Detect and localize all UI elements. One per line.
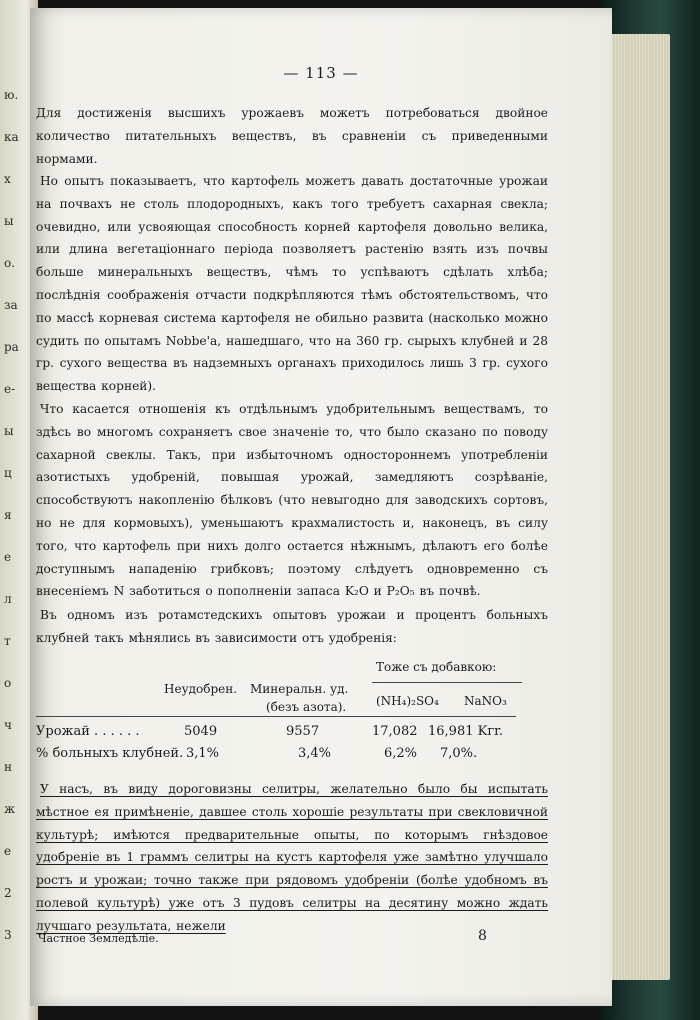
page-stack-edge <box>608 34 670 980</box>
left-margin-fragment: 2 <box>4 886 12 900</box>
left-margin-fragment: е- <box>4 382 16 396</box>
table-row-yield-label: Урожай . . . . . . <box>36 724 140 739</box>
book-page <box>30 8 612 1006</box>
left-margin-fragment: ч <box>4 718 12 732</box>
left-margin-fragment: я <box>4 508 12 522</box>
left-margin-fragment: ы <box>4 214 14 228</box>
table-col-mineral-note: (безъ азота). <box>266 700 347 714</box>
left-margin-fragment: ю. <box>4 88 19 102</box>
table-col-ammonium-sulfate: (NH₄)₂SO₄ <box>376 694 439 708</box>
left-margin-fragment: о <box>4 676 12 690</box>
table-cell: 3,1% <box>186 746 220 761</box>
left-margin-fragment: ц <box>4 466 12 480</box>
left-margin-fragment: ра <box>4 340 19 354</box>
left-margin-fragment: ы <box>4 424 14 438</box>
left-margin-fragment: 3 <box>4 928 12 942</box>
left-margin-fragment: е <box>4 550 12 564</box>
paragraph-final: У насъ, въ виду дороговизны селитры, желательно было бы испытать мѣстное ея примѣненіе, давшее столь хорошіе результаты при свекловичной культурѣ; имѣются предварительные опыты, по которымъ гнѣздовое удобреніе въ 1 граммъ селитры на кустъ картофеля уже замѣтно улучшало ростъ и урожаи; точно также при рядовомъ удобреніи (болѣе удобномъ въ полевой культурѣ) уже отъ 3 пудовъ селитры на десятину можно ждать лучшаго результата, нежели <box>36 782 548 933</box>
table-cell: 17,082 <box>372 724 418 739</box>
left-margin-fragment: х <box>4 172 11 186</box>
results-table <box>36 660 556 770</box>
page-number: — 113 — <box>283 64 359 82</box>
left-margin-fragment: ка <box>4 130 19 144</box>
footer-signature: 8 <box>478 928 487 944</box>
table-group-header: Тоже съ добавкою: <box>376 660 497 674</box>
left-margin-fragment: л <box>4 592 12 606</box>
left-margin-fragment: н <box>4 760 12 774</box>
table-cell: 6,2% <box>384 746 418 761</box>
table-col-unfertilized: Неудобрен. <box>164 682 238 696</box>
left-margin-fragment: за <box>4 298 18 312</box>
table-cell: 7,0%. <box>440 746 478 761</box>
left-margin-fragment: о. <box>4 256 16 270</box>
left-margin-fragment: е <box>4 844 12 858</box>
paragraph-1: Для достиженія высшихъ урожаевъ можетъ потребоваться двойное количество питательныхъ веществъ, въ сравненіи съ приведенными нормами. <box>36 106 548 166</box>
paragraph-3: Что касается отношенія къ отдѣльнымъ удобрительнымъ веществамъ, то здѣсь во многомъ сохраняетъ свое значеніе то, что было сказано по поводу сахарной свеклы. Такъ, при избыточномъ одностороннемъ употребленіи азотистыхъ удобреній, повышая урожай, замедляютъ созрѣваніе, способствуютъ накопленію бѣлковъ (что невыгодно для заводскихъ сортовъ, но не для кормовыхъ), уменьшаютъ крахмалистость и, наконецъ, въ силу того, что картофель при нихъ долго остается нѣжнымъ, дѣлаютъ его болѣе доступнымъ нападенію грибковъ; поэтому слѣдуетъ одновременно съ внесеніемъ N заботиться о пополненіи запаса K₂O и P₂O₅ въ почвѣ. <box>36 402 548 599</box>
table-col-sodium-nitrate: NaNO₃ <box>464 694 507 708</box>
table-cell: 9557 <box>286 724 320 739</box>
left-margin-fragment: т <box>4 634 11 648</box>
table-group-rule <box>372 682 522 683</box>
paragraph-2: Но опытъ показываетъ, что картофель можетъ давать достаточные урожаи на почвахъ не столь плодородныхъ, какъ того требуетъ сахарная свекла; очевидно, или усвояющая способность корней картофеля довольно велика, или длина вегетаціоннаго періода позволяетъ растенію взять изъ почвы больше минеральныхъ веществъ, чѣмъ то успѣваютъ сдѣлать хлѣба; послѣднія соображенія отчасти подкрѣпляются тѣмъ обстоятельствомъ, что по массѣ корневая система картофеля не обильно развита (насколько можно судить по опытамъ Nobbe'a, нашедшаго, что на 360 гр. сырыхъ клубней и 28 гр. сухого вещества въ надземныхъ органахъ приходилось лишь 3 гр. сухого вещества корней). <box>36 174 548 394</box>
table-cell: 3,4% <box>298 746 332 761</box>
table-cell: 16,981 Kгr. <box>428 724 504 739</box>
table-header-rule <box>36 716 516 717</box>
footer-title: Частное Земледѣліе. <box>38 932 159 945</box>
paragraph-4: Въ одномъ изъ ротамстедскихъ опытовъ урожаи и процентъ больныхъ клубней такъ мѣнялись въ зависимости отъ удобренія: <box>36 608 548 645</box>
table-row-diseased-label: % больныхъ клубней. <box>36 746 184 761</box>
table-col-mineral: Минеральн. уд. <box>250 682 349 696</box>
table-cell: 5049 <box>184 724 218 739</box>
left-margin-fragment: ж <box>4 802 16 816</box>
